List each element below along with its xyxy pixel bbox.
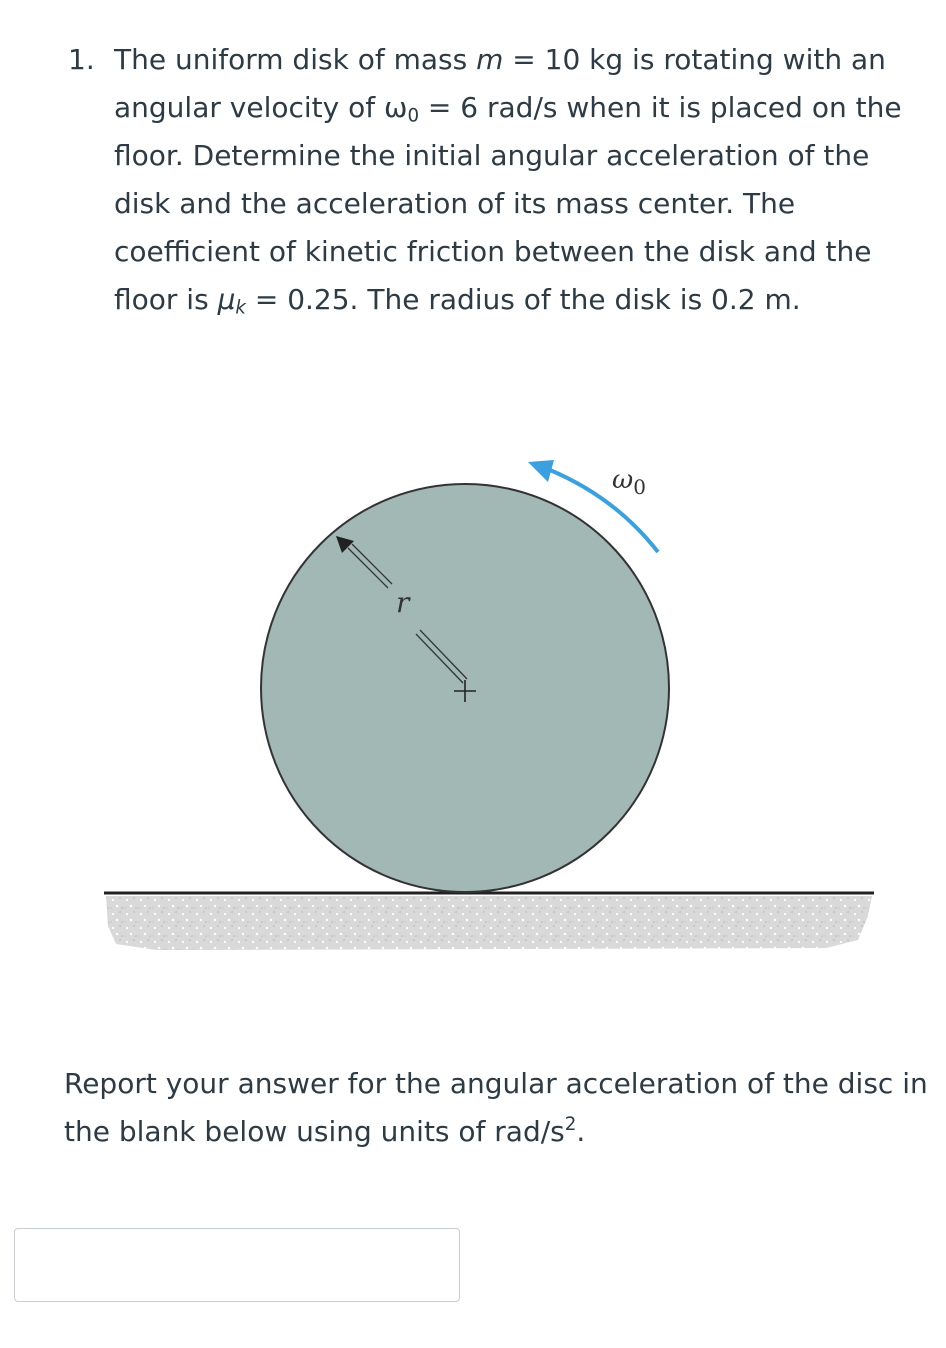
- text-segment: = 10 kg is rotating with an: [503, 43, 886, 76]
- text-segment: floor is: [114, 283, 218, 316]
- answer-input[interactable]: [14, 1228, 460, 1302]
- ground-hatch: [106, 896, 872, 950]
- report-line-2: [64, 1108, 934, 1156]
- problem-line-1: [114, 36, 928, 84]
- omega-arrowhead: [528, 460, 554, 482]
- text-segment: .: [576, 1115, 586, 1148]
- problem-text: [114, 36, 928, 324]
- omega-label: $\omega_0$: [612, 465, 646, 499]
- text-segment: angular velocity of: [114, 91, 384, 124]
- problem-line-4: disk and the acceleration of its mass center. The: [114, 187, 796, 220]
- mass-symbol: m: [476, 43, 504, 76]
- report-instructions: [64, 1060, 934, 1156]
- text-segment: = 6 rad/s when it is placed on the: [419, 91, 902, 124]
- text-segment: = 0.25. The radius of the disk is 0.2 m.: [245, 283, 801, 316]
- omega-symbol: ω: [384, 91, 408, 124]
- problem-number: 1.: [68, 43, 95, 76]
- mu-subscript: k: [235, 297, 246, 319]
- problem-line-3: floor. Determine the initial angular acceleration of the: [114, 139, 870, 172]
- report-line-1: Report your answer for the angular acceleration of the disc in: [64, 1067, 928, 1100]
- text-segment: the blank below using units of rad/s: [64, 1115, 565, 1148]
- omega-subscript: 0: [407, 105, 420, 127]
- units-superscript: 2: [564, 1114, 577, 1136]
- problem-statement: [68, 36, 928, 324]
- text-segment: The uniform disk of mass: [114, 43, 477, 76]
- problem-line-2: [114, 84, 928, 132]
- mu-symbol: μ: [217, 283, 236, 316]
- problem-line-5: coefficient of kinetic friction between the disk and the: [114, 235, 872, 268]
- radius-label: r: [396, 586, 410, 619]
- disk-diagram: [96, 448, 886, 968]
- problem-line-6: [114, 276, 928, 324]
- disk-figure: [96, 448, 886, 968]
